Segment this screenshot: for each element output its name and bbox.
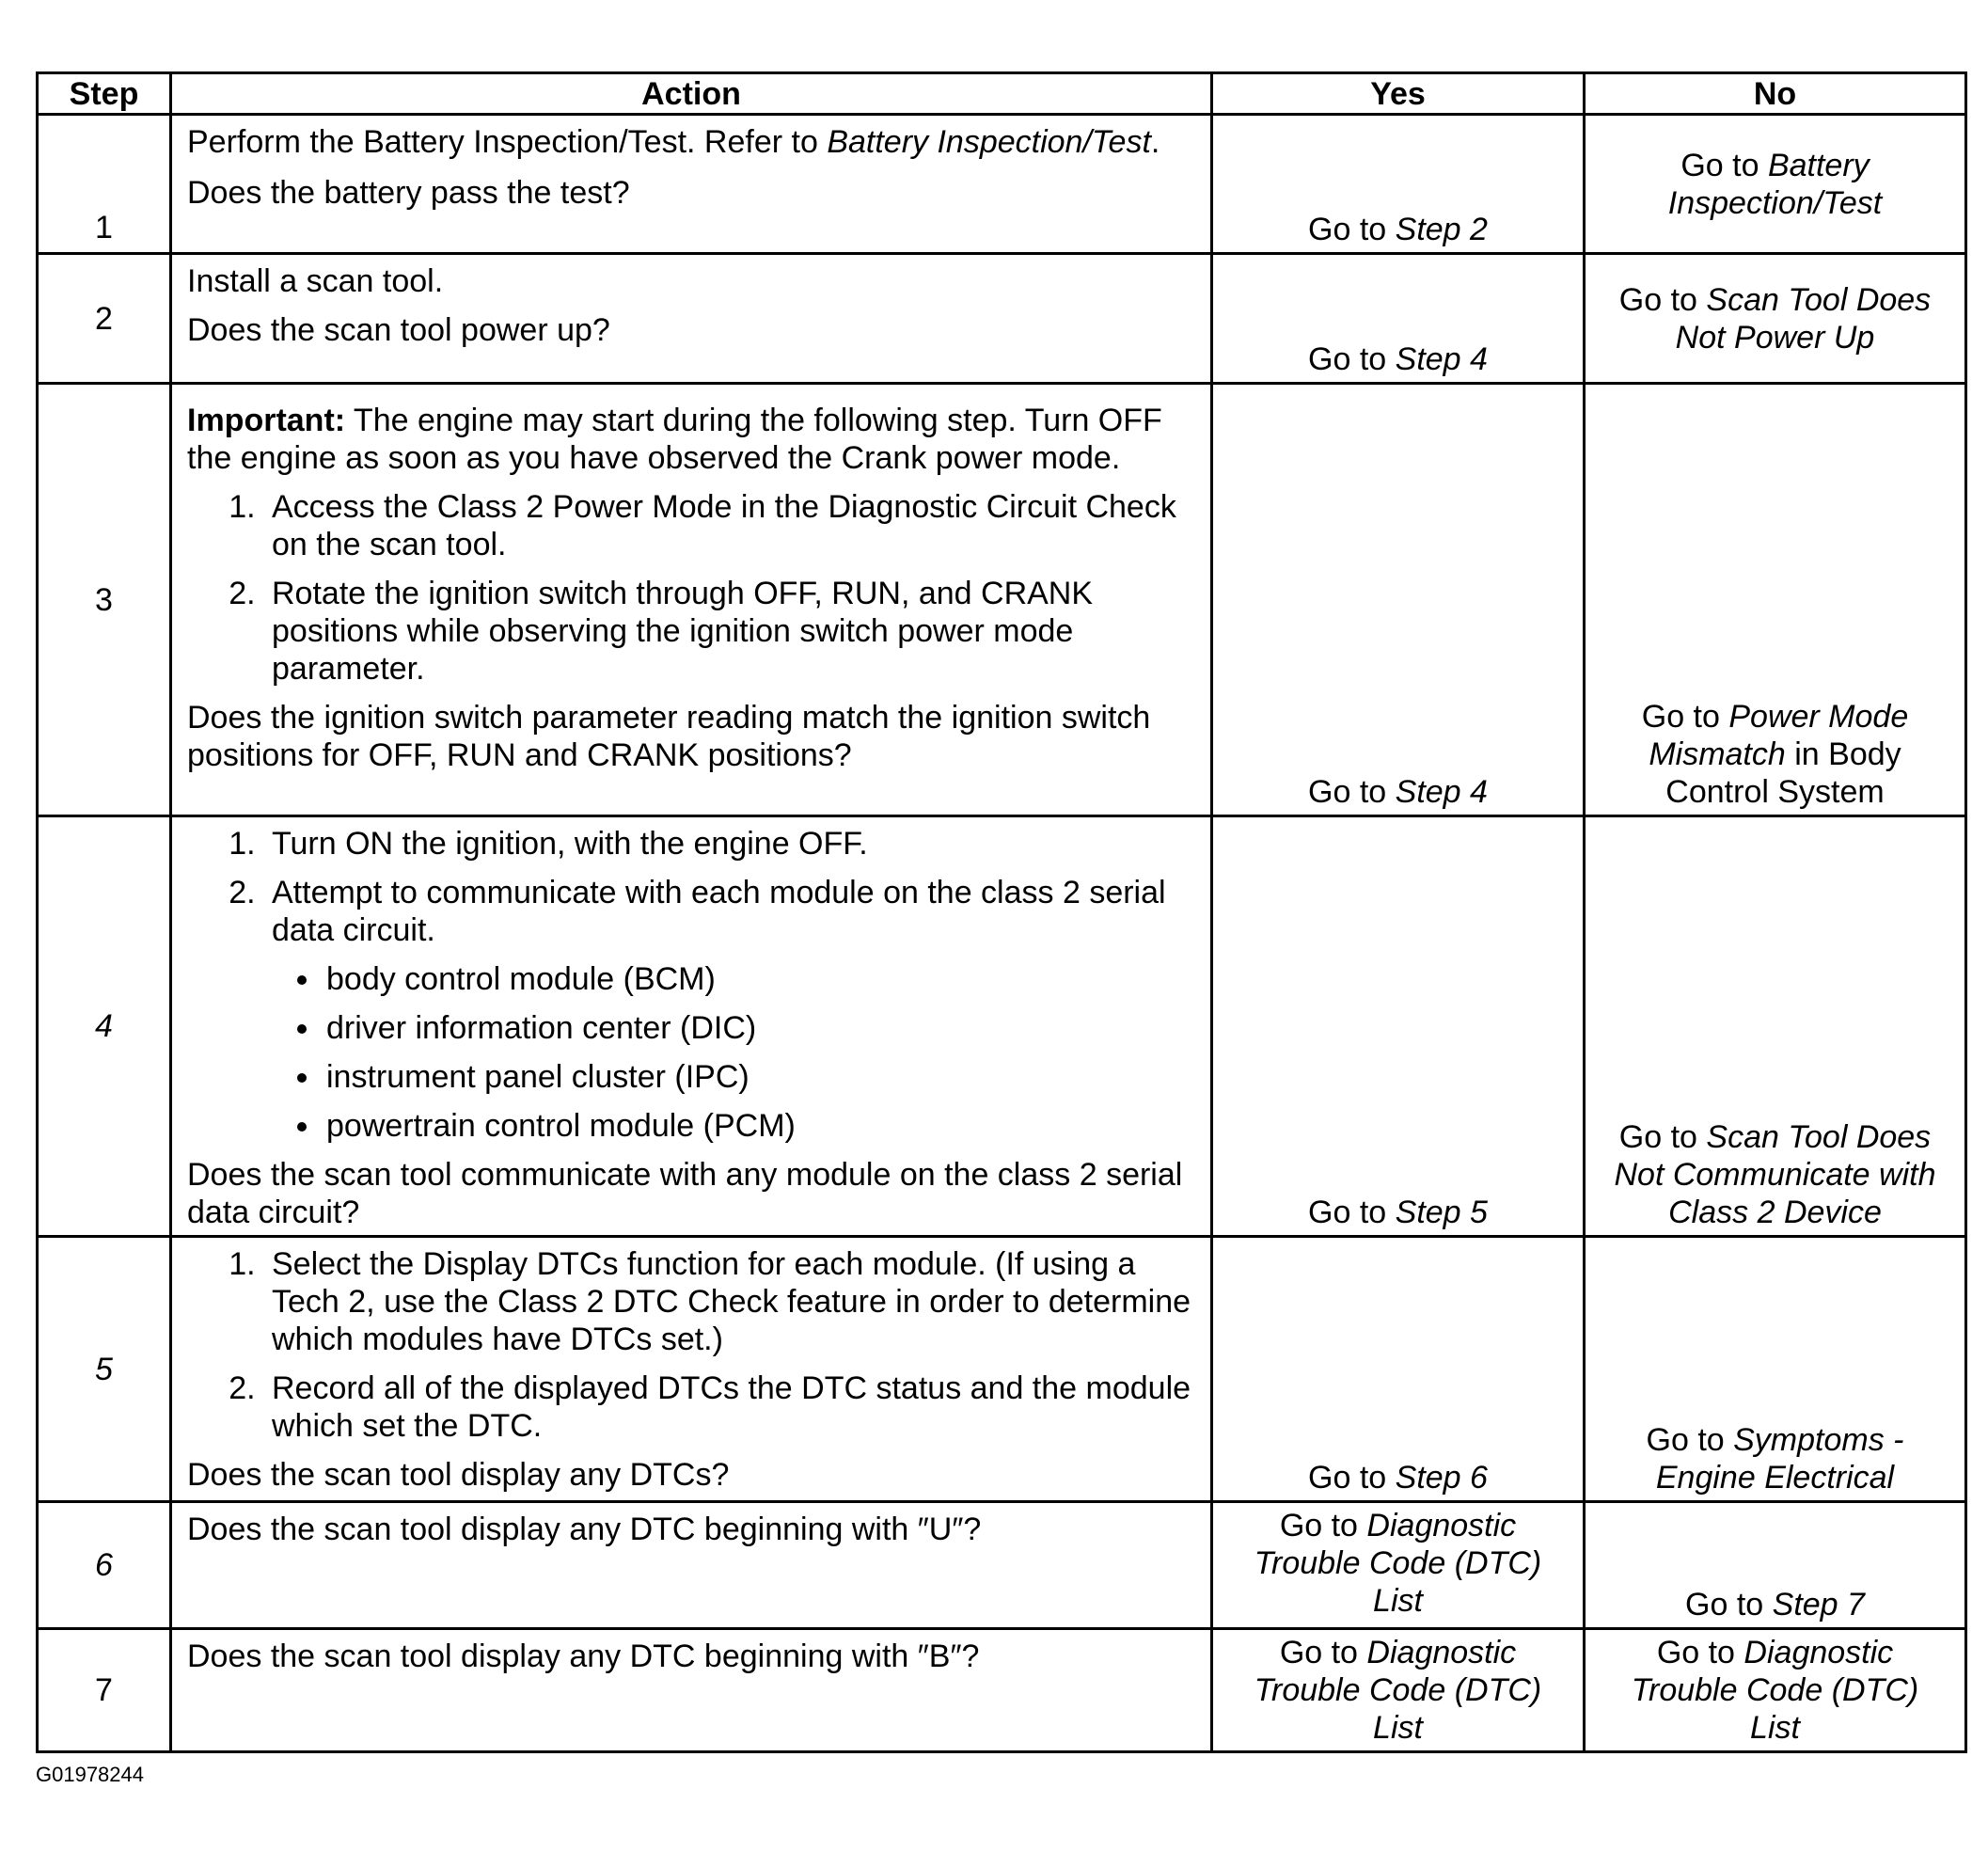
procedure-item-text: Attempt to communicate with each module on the class 2 serial data circuit. (272, 875, 1166, 948)
no-cell (1585, 1629, 1966, 1752)
procedure-item: 1. Select the Display DTCs function for each module. (If using a Tech 2, use the Class 2 DTC Check feature in order to determine which modules have DTCs set.) (264, 1245, 1199, 1358)
action-cell (171, 384, 1212, 816)
no-link[interactable]: Battery Inspection/Test (1667, 147, 1883, 221)
important-text: The engine may start during the following step. Turn OFF the engine as soon as you have observed the Crank power mode. (187, 403, 1162, 476)
important-label: Important: (187, 403, 346, 438)
step-number: 1 (38, 115, 171, 254)
yes-cell (1212, 115, 1585, 254)
yes-link[interactable]: Step 4 (1395, 341, 1488, 377)
yes-cell (1212, 816, 1585, 1237)
action-cell (171, 254, 1212, 384)
yes-cell (1212, 1237, 1585, 1502)
procedure-item: 2. Record all of the displayed DTCs the DTC status and the module which set the DTC. (264, 1369, 1199, 1445)
table-row (38, 1502, 1966, 1629)
yes-cell (1212, 1629, 1585, 1752)
yes-link[interactable]: Step 4 (1395, 774, 1488, 810)
no-link[interactable]: Step 7 (1772, 1587, 1865, 1622)
header-action: Action (171, 73, 1212, 115)
action-question: Does the scan tool display any DTC beginning with ″U″? (187, 1512, 982, 1547)
table-row (38, 1629, 1966, 1752)
step-number: 7 (38, 1629, 171, 1752)
no-prefix: Go to (1618, 281, 1707, 318)
no-cell (1585, 1502, 1966, 1629)
yes-prefix: Go to (1279, 1508, 1367, 1543)
no-link[interactable]: Power Mode Mismatch (1649, 699, 1909, 772)
table-row (38, 816, 1966, 1237)
no-link[interactable]: Symptoms - Engine Electrical (1655, 1422, 1904, 1496)
action-intro-end: . (1150, 124, 1160, 160)
no-suffix: in Body Control System (1665, 736, 1901, 810)
module-list (272, 960, 1199, 1145)
step-number: 5 (38, 1237, 171, 1502)
procedure-item (264, 874, 1199, 1145)
no-cell (1585, 254, 1966, 384)
no-cell (1585, 115, 1966, 254)
yes-link[interactable]: Step 5 (1395, 1195, 1488, 1230)
table-row (38, 1237, 1966, 1502)
yes-link[interactable]: Diagnostic Trouble Code (DTC) List (1254, 1635, 1542, 1746)
module-item: • powertrain control module (PCM) (323, 1107, 1199, 1145)
module-item: • body control module (BCM) (323, 960, 1199, 998)
no-prefix: Go to (1618, 1119, 1707, 1155)
header-no: No (1585, 73, 1966, 115)
action-cell (171, 1237, 1212, 1502)
action-intro: Perform the Battery Inspection/Test. Refer to (187, 124, 828, 160)
step-number: 2 (38, 254, 171, 384)
table-row (38, 115, 1966, 254)
header-yes: Yes (1212, 73, 1585, 115)
procedure-list (187, 488, 1199, 688)
yes-cell (1212, 1502, 1585, 1629)
module-item: • instrument panel cluster (IPC) (323, 1058, 1199, 1096)
yes-prefix: Go to (1308, 1195, 1396, 1230)
action-question: Does the ignition switch parameter reading match the ignition switch positions for OFF, RUN and CRANK positions? (187, 700, 1151, 773)
action-reference: Battery Inspection/Test (827, 124, 1151, 160)
action-question: Does the scan tool display any DTC beginning with ″B″? (187, 1638, 980, 1674)
diagnostic-table (36, 71, 1967, 1753)
action-cell (171, 1502, 1212, 1629)
procedure-list (187, 825, 1199, 1145)
action-question: Does the battery pass the test? (187, 175, 630, 211)
no-cell (1585, 384, 1966, 816)
no-cell (1585, 1237, 1966, 1502)
step-number: 6 (38, 1502, 171, 1629)
yes-cell (1212, 384, 1585, 816)
step-number: 4 (38, 816, 171, 1237)
table-row (38, 384, 1966, 816)
yes-link[interactable]: Step 6 (1395, 1460, 1488, 1496)
yes-cell (1212, 254, 1585, 384)
action-question: Does the scan tool display any DTCs? (187, 1457, 730, 1493)
action-question: Does the scan tool communicate with any module on the class 2 serial data circuit? (187, 1157, 1183, 1230)
action-cell (171, 816, 1212, 1237)
procedure-list (187, 1245, 1199, 1445)
no-prefix: Go to (1646, 1422, 1734, 1458)
yes-link[interactable]: Step 2 (1395, 212, 1488, 247)
yes-prefix: Go to (1308, 1460, 1396, 1496)
no-prefix: Go to (1680, 147, 1768, 183)
action-text: Install a scan tool. (187, 263, 444, 299)
module-item: • driver information center (DIC) (323, 1009, 1199, 1047)
procedure-item: 1. Turn ON the ignition, with the engine OFF. (264, 825, 1199, 863)
figure-id: G01978244 (36, 1763, 144, 1786)
yes-prefix: Go to (1308, 774, 1396, 810)
action-cell (171, 115, 1212, 254)
table-row (38, 254, 1966, 384)
no-cell (1585, 816, 1966, 1237)
no-link[interactable]: Scan Tool Does Not Power Up (1675, 281, 1932, 356)
yes-prefix: Go to (1308, 341, 1396, 377)
important-note (187, 402, 1199, 477)
yes-link[interactable]: Diagnostic Trouble Code (DTC) List (1254, 1508, 1542, 1619)
no-prefix: Go to (1656, 1635, 1744, 1670)
header-step: Step (38, 73, 171, 115)
action-text (187, 123, 1199, 161)
action-cell (171, 1629, 1212, 1752)
procedure-item: 1. Access the Class 2 Power Mode in the Diagnostic Circuit Check on the scan tool. (264, 488, 1199, 563)
no-link[interactable]: Scan Tool Does Not Communicate with Class 2 Device (1614, 1119, 1936, 1230)
yes-prefix: Go to (1279, 1635, 1367, 1670)
action-question: Does the scan tool power up? (187, 312, 610, 348)
yes-prefix: Go to (1308, 212, 1396, 247)
no-prefix: Go to (1641, 699, 1729, 735)
no-link[interactable]: Diagnostic Trouble Code (DTC) List (1631, 1635, 1919, 1746)
procedure-item: 2. Rotate the ignition switch through OFF, RUN, and CRANK positions while observing the ignition switch power mode parameter. (264, 575, 1199, 688)
no-prefix: Go to (1685, 1587, 1773, 1622)
header-row (38, 73, 1966, 115)
step-number: 3 (38, 384, 171, 816)
